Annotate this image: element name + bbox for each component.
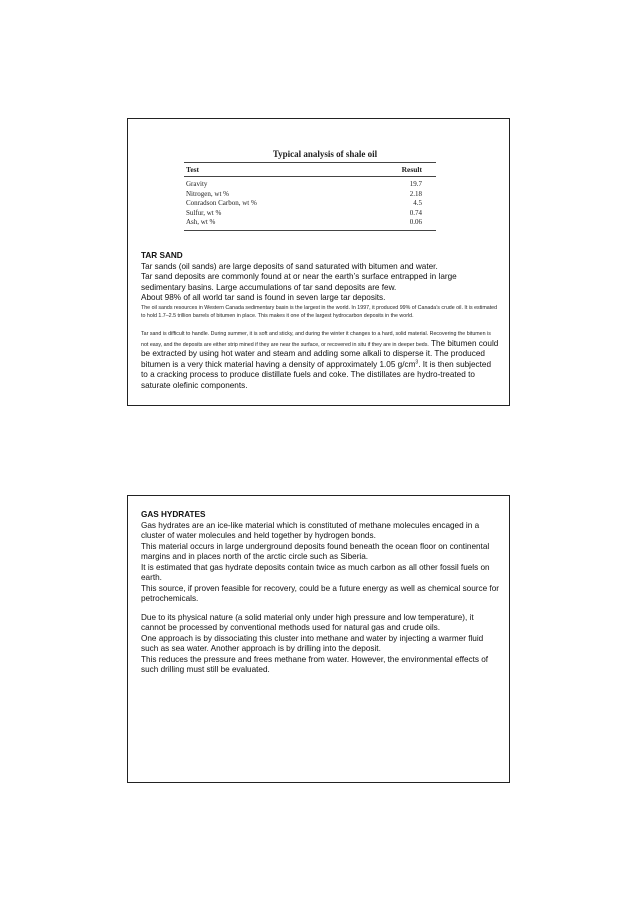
cell-result: 4.5 — [413, 199, 422, 207]
paragraph: This source, if proven feasible for recovery, could be a future energy as well as chemical source for petrochemicals. — [141, 583, 499, 603]
paragraph: One approach is by dissociating this cluster into methane and water by injecting a warmer fluid such as sea water. Another approach is by drilling into the deposit. — [141, 633, 484, 653]
table-row — [184, 190, 436, 200]
cell-result: 0.06 — [352, 218, 436, 230]
table-row — [184, 209, 436, 219]
small-paragraph: The oil sands resources in Western Canada sedimentary basin is the largest in the world. In 1997, it produced 99% of Canada’s crude oil. It is estimated to hold 1.7–2.5 trillion barrels of bitumen in place. This makes it one of the largest hydrocarbon deposits in the world. — [141, 304, 498, 319]
cell-test: Gravity — [186, 180, 208, 188]
paragraph: Tar sand deposits are commonly found at or near the earth’s surface entrapped in large sedimentary basins. Large accumulations of tar sand deposits are few. — [141, 272, 457, 292]
header-test: Test — [184, 163, 352, 177]
cell-test: Sulfur, wt % — [186, 208, 222, 217]
cell-test: Conradson Carbon, wt % — [186, 199, 257, 207]
superscript: 3 — [415, 359, 419, 366]
table-header-row — [184, 163, 436, 177]
paragraph: This material occurs in large underground deposits found beneath the ocean floor on continental margins and in places north of the arctic circle such as Siberia. — [141, 541, 490, 561]
header-result: Result — [352, 163, 436, 177]
table-row — [184, 199, 436, 209]
paragraph: Due to its physical nature (a solid material only under high pressure and low temperature), it cannot be processed by conventional methods used for natural gas and crude oils. — [141, 612, 474, 632]
paragraph: This reduces the pressure and frees methane from water. However, the environmental effects of such drilling must still be evaluated. — [141, 654, 489, 674]
table-row — [184, 177, 436, 190]
paragraph: Gas hydrates are an ice-like material which is constituted of methane molecules encaged in a cluster of water molecules and held together by hydrogen bonds. — [141, 520, 480, 540]
shale-oil-table-figure — [184, 149, 436, 231]
inline-text: . It is then subjected to a cracking process to produce distillate fuels and coke. The distillates are hydro-treated to saturate olefinic components. — [141, 359, 492, 390]
cell-result: 19.7 — [409, 180, 422, 188]
section-heading: TAR SAND — [141, 251, 183, 260]
slide-gas-hydrates — [127, 495, 510, 783]
section-heading: GAS HYDRATES — [141, 510, 206, 519]
inline-text: The bitumen could be extracted by using hot water and steam and adding some alkali to disperse it. The produced bitumen is a very thick material having a density of approximately 1.05 g/cm — [141, 338, 499, 369]
paragraph-mixed — [141, 328, 499, 391]
cell-test: Ash, wt % — [184, 218, 352, 230]
small-inline-text: Tar sand is difficult to handle. During summer, it is soft and sticky, and during the winter it changes to a hard, solid material. Recovering the bitumen is not easy, and the deposits are either strip mined if they are near the surface, or recovered in situ if they are in deeper beds. — [141, 331, 491, 348]
gas-hydrates-text — [141, 510, 499, 676]
cell-result: 0.74 — [409, 208, 422, 217]
tar-sand-text — [141, 251, 499, 391]
paragraph: It is estimated that gas hydrate deposits contain twice as much carbon as all other fossil fuels on earth. — [141, 562, 490, 582]
slide-tar-sand — [127, 118, 510, 406]
paragraph: Tar sands (oil sands) are large deposits of sand saturated with bitumen and water. — [141, 261, 438, 271]
paragraph: About 98% of all world tar sand is found in seven large tar deposits. — [141, 293, 386, 302]
table-row — [184, 218, 436, 230]
shale-oil-table — [184, 162, 436, 231]
table-title: Typical analysis of shale oil — [272, 149, 378, 159]
cell-test: Nitrogen, wt % — [186, 189, 229, 198]
cell-result: 2.18 — [409, 189, 422, 198]
